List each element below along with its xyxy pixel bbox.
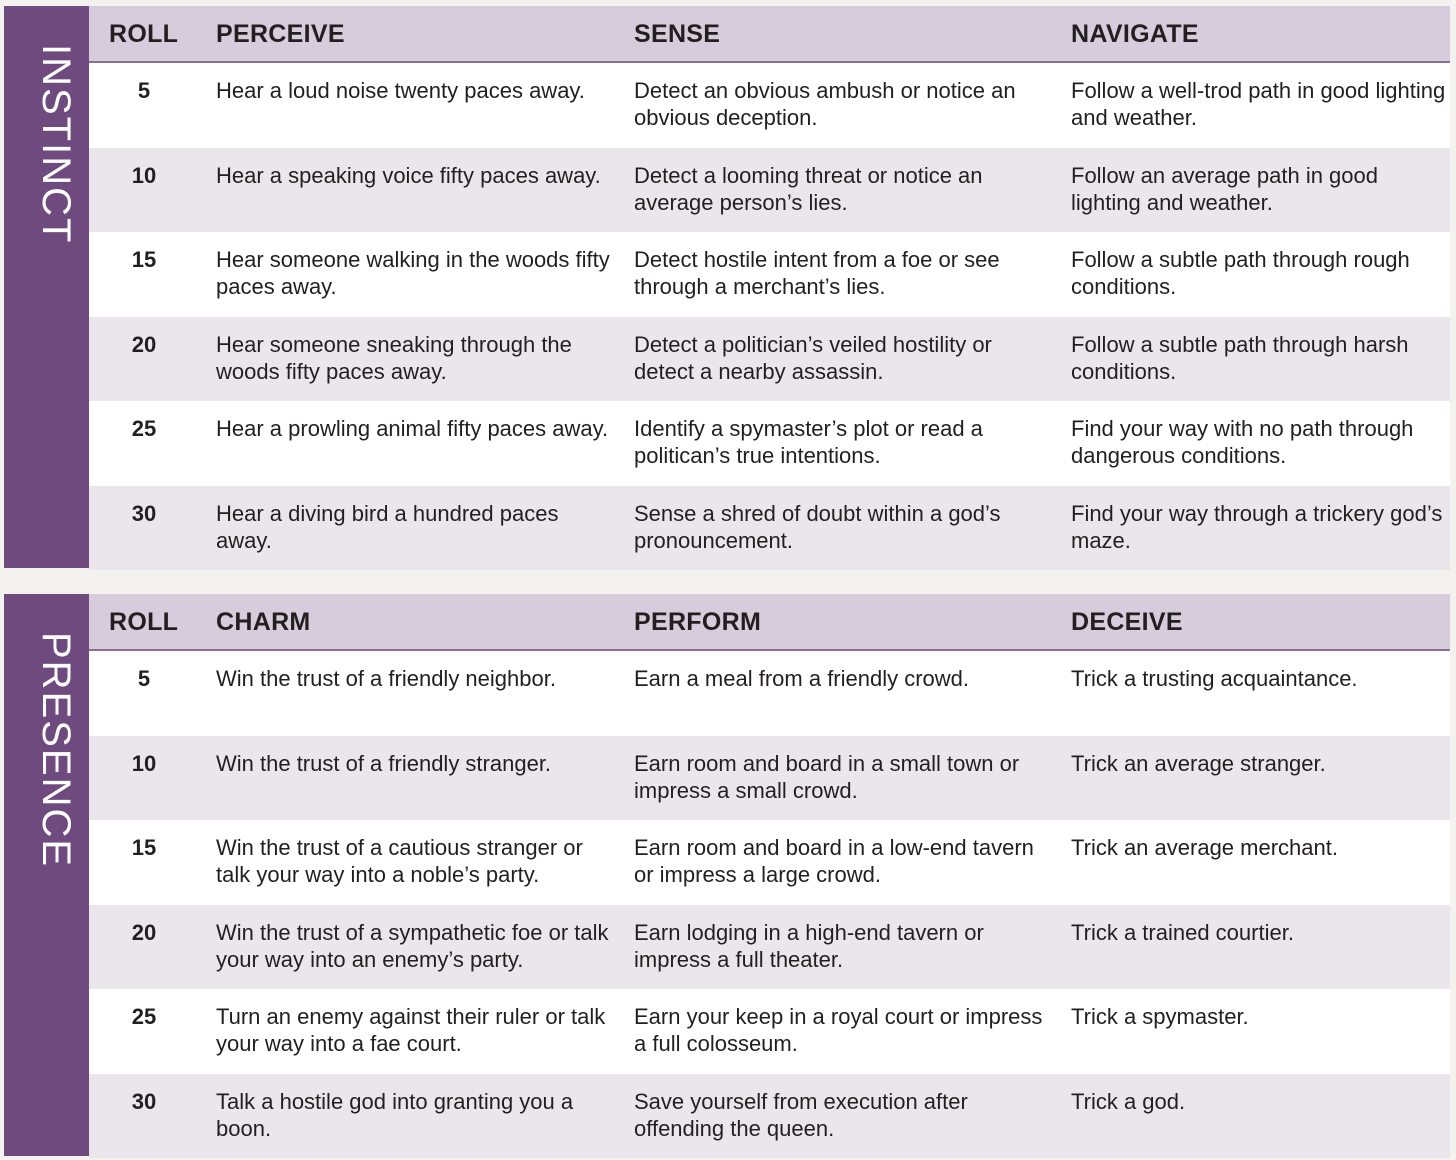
cell-col2: Detect a politician’s veiled hostility or detect a nearby assassin. [634, 331, 992, 384]
table-row [89, 905, 1450, 990]
cell-col3: Find your way with no path through dangerous conditions. [1071, 416, 1414, 468]
cell-col3: Follow a subtle path through harsh conditions. [1071, 331, 1409, 384]
cell-col3: Trick an average merchant. [1071, 835, 1338, 860]
cell-col2: Sense a shred of doubt within a god’s pronouncement. [634, 500, 1001, 553]
instinct-header-row [89, 6, 1450, 63]
cell-col2: Earn a meal from a friendly crowd. [634, 666, 970, 691]
instinct-side-band [4, 6, 89, 568]
cell-col1: Talk a hostile god into granting you a boon. [216, 1088, 574, 1141]
header-perceive: PERCEIVE [216, 20, 345, 48]
cell-col1: Hear a diving bird a hundred paces away. [216, 500, 559, 553]
table-row [89, 401, 1450, 486]
cell-col2: Detect a looming threat or notice an average person’s lies. [634, 162, 983, 215]
roll-value: 30 [131, 1088, 157, 1114]
instinct-section [4, 6, 1450, 568]
cell-col2: Earn room and board in a low-end tavern or impress a large crowd. [634, 835, 1034, 887]
header-roll: ROLL [109, 608, 179, 636]
cell-col1: Win the trust of a sympathetic foe or talk your way into an enemy’s party. [216, 919, 609, 972]
cell-col3: Follow a well-trod path in good lighting and weather. [1071, 78, 1446, 130]
presence-table [89, 594, 1450, 1156]
roll-value: 15 [131, 835, 157, 860]
cell-col2: Detect an obvious ambush or notice an obvious deception. [634, 78, 1016, 130]
table-row [89, 989, 1450, 1074]
cell-col3: Follow a subtle path through rough conditions. [1071, 247, 1410, 299]
roll-value: 10 [131, 162, 157, 188]
header-roll: ROLL [109, 20, 179, 48]
instinct-label: INSTINCT [34, 44, 78, 245]
cell-col3: Trick a trusting acquaintance. [1071, 666, 1358, 691]
cell-col1: Hear someone sneaking through the woods fifty paces away. [216, 331, 572, 384]
header-deceive: DECEIVE [1071, 608, 1183, 636]
header-sense: SENSE [634, 20, 721, 48]
roll-value: 20 [131, 919, 157, 945]
cell-col2: Save yourself from execution after offending the queen. [634, 1088, 968, 1141]
cell-col3: Find your way through a trickery god’s maze. [1071, 500, 1443, 553]
table-row [89, 651, 1450, 736]
table-row [89, 63, 1450, 148]
cell-col1: Win the trust of a cautious stranger or talk your way into a noble’s party. [216, 835, 583, 887]
table-row [89, 486, 1450, 571]
cell-col2: Earn your keep in a royal court or impress a full colosseum. [634, 1004, 1043, 1056]
table-row [89, 1074, 1450, 1159]
roll-value: 5 [137, 666, 151, 691]
table-row [89, 736, 1450, 821]
presence-label: PRESENCE [34, 632, 78, 869]
header-perform: PERFORM [634, 608, 762, 636]
cell-col2: Identify a spymaster’s plot or read a politican’s true intentions. [634, 416, 983, 468]
table-row [89, 317, 1450, 402]
presence-header-row [89, 594, 1450, 651]
roll-value: 25 [131, 416, 157, 441]
cell-col1: Win the trust of a friendly stranger. [216, 750, 552, 776]
roll-value: 20 [131, 331, 157, 357]
cell-col3: Trick a spymaster. [1071, 1004, 1249, 1029]
cell-col2: Earn room and board in a small town or impress a small crowd. [634, 750, 1020, 803]
roll-value: 10 [131, 750, 157, 776]
table-row [89, 232, 1450, 317]
instinct-table [89, 6, 1450, 568]
cell-col1: Hear a loud noise twenty paces away. [216, 78, 585, 103]
cell-col2: Earn lodging in a high-end tavern or impress a full theater. [634, 919, 984, 972]
cell-col1: Win the trust of a friendly neighbor. [216, 666, 556, 691]
cell-col3: Trick a trained courtier. [1071, 919, 1294, 945]
roll-value: 25 [131, 1004, 157, 1029]
cell-col3: Trick an average stranger. [1071, 750, 1326, 776]
presence-side-band [4, 594, 89, 1156]
header-charm: CHARM [216, 608, 311, 636]
cell-col3: Follow an average path in good lighting and weather. [1071, 162, 1378, 215]
table-row [89, 820, 1450, 905]
roll-value: 5 [137, 78, 151, 103]
cell-col2: Detect hostile intent from a foe or see through a merchant’s lies. [634, 247, 1000, 299]
roll-value: 30 [131, 500, 157, 526]
presence-section [4, 594, 1450, 1156]
roll-value: 15 [131, 247, 157, 272]
cell-col3: Trick a god. [1071, 1088, 1186, 1114]
table-row [89, 148, 1450, 233]
header-navigate: NAVIGATE [1071, 20, 1199, 48]
cell-col1: Hear a speaking voice fifty paces away. [216, 162, 601, 188]
cell-col1: Hear someone walking in the woods fifty paces away. [216, 247, 610, 299]
cell-col1: Turn an enemy against their ruler or talk your way into a fae court. [216, 1004, 606, 1056]
cell-col1: Hear a prowling animal fifty paces away. [216, 416, 609, 441]
